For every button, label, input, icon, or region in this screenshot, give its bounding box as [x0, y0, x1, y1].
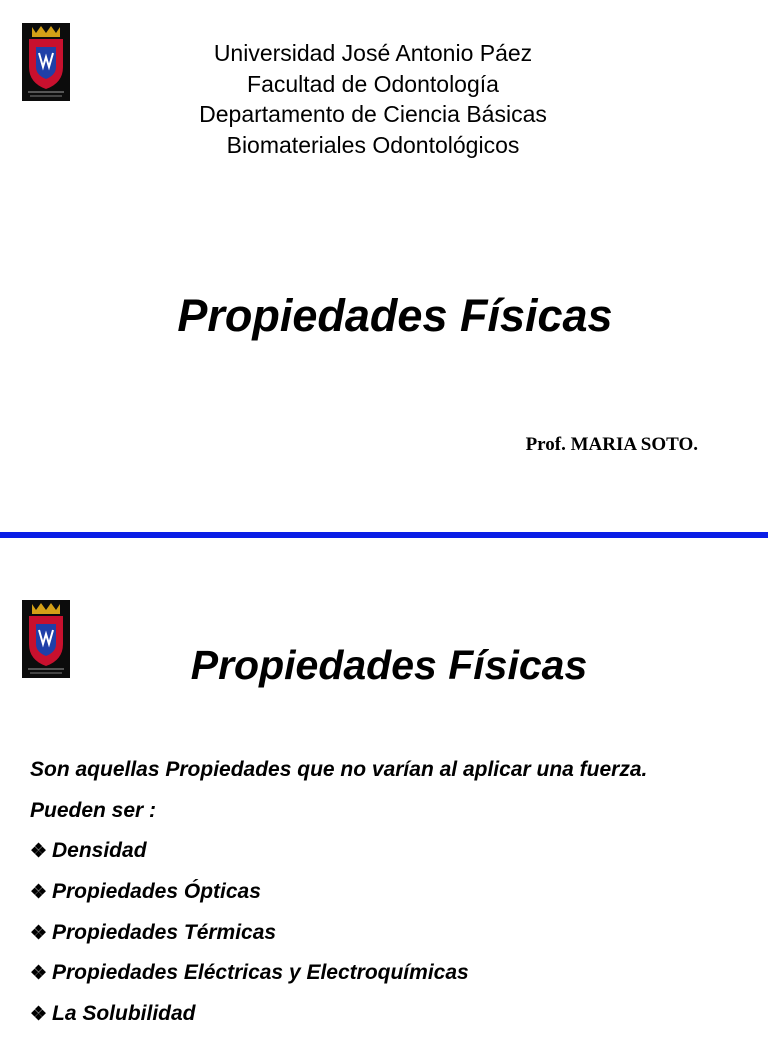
institution-header — [0, 38, 746, 160]
diamond-bullet-icon: ❖ — [30, 963, 48, 985]
course-name: Biomateriales Odontológicos — [226, 131, 520, 158]
university-name: Universidad José Antonio Páez — [213, 40, 533, 66]
diamond-bullet-icon: ❖ — [30, 1004, 48, 1026]
diamond-bullet-icon: ❖ — [30, 922, 48, 944]
slide-title: Propiedades Físicas — [177, 290, 613, 341]
list-subtitle: Pueden ser : — [30, 798, 157, 822]
faculty-name: Facultad de Odontología — [247, 70, 499, 97]
list-item — [30, 961, 760, 1002]
content-slide — [0, 538, 768, 1024]
slide-title: Propiedades Físicas — [190, 642, 588, 688]
list-item-label: Propiedades Ópticas — [52, 880, 261, 904]
list-item — [30, 880, 760, 921]
author-name: Prof. MARIA SOTO. — [525, 434, 698, 455]
department-name: Departamento de Ciencia Básicas — [199, 101, 547, 127]
diamond-bullet-icon: ❖ — [30, 841, 48, 863]
list-item — [30, 1002, 760, 1043]
intro-text: Son aquellas Propiedades que no varían al aplicar una fuerza. — [30, 758, 648, 781]
list-item-label: Propiedades Eléctricas y Electroquímicas — [52, 961, 469, 985]
list-item-label: Propiedades Térmicas — [52, 920, 277, 944]
list-item-label: Densidad — [52, 839, 147, 863]
list-item-label: La Solubilidad — [52, 1002, 196, 1026]
diamond-bullet-icon: ❖ — [30, 882, 48, 904]
list-item — [30, 921, 760, 962]
slide-body — [30, 758, 760, 1043]
list-item — [30, 839, 760, 880]
